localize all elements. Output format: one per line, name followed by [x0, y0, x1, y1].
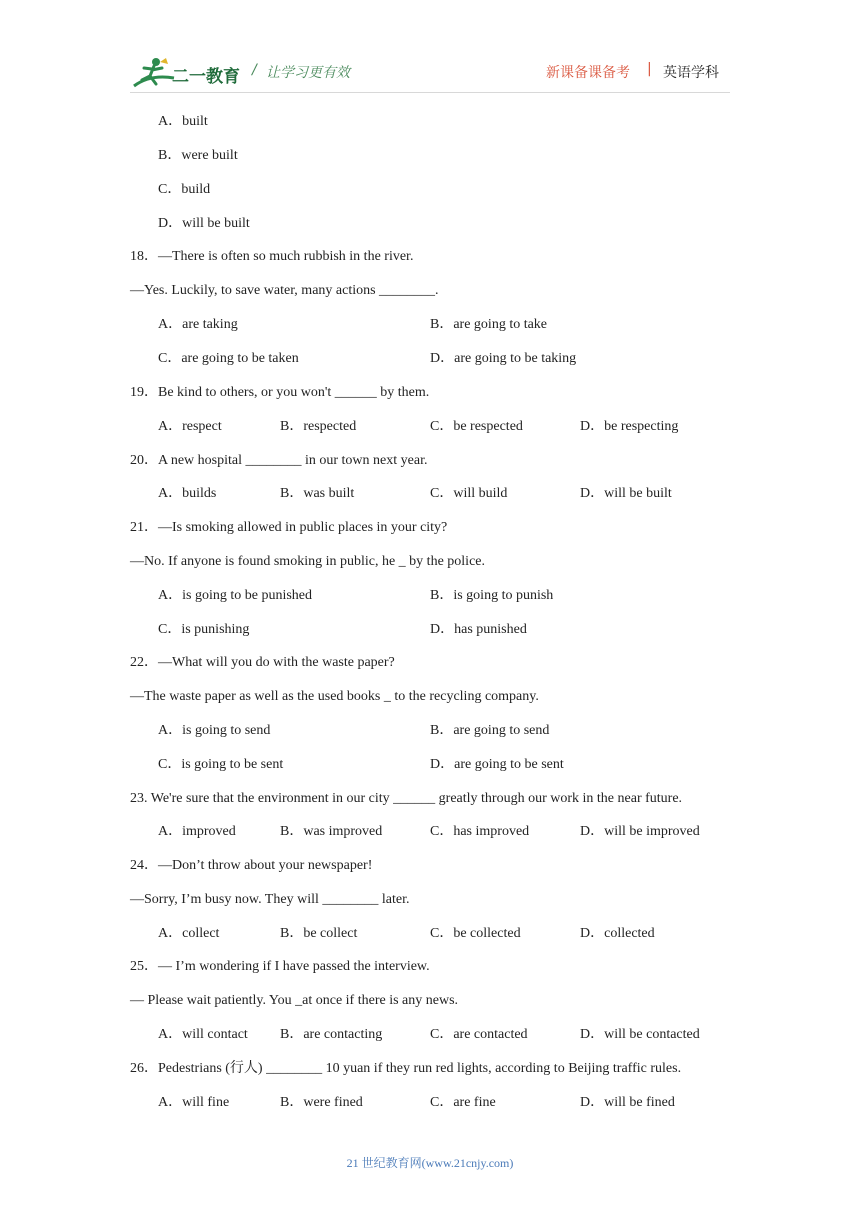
q17-option-a: A．built — [158, 114, 208, 129]
q25-stem: 25．— I’m wondering if I have passed the interview. — [130, 959, 430, 974]
q22-stem-reply: —The waste paper as well as the used books _ to the recycling company. — [130, 689, 539, 704]
q20-option-b: B．was built — [280, 486, 355, 501]
q26-option-b: B．were fined — [280, 1095, 363, 1110]
q17-option-c: C．build — [158, 182, 211, 197]
q23-option-c: C．has improved — [430, 824, 530, 839]
q23-stem: 23. We're sure that the environment in our city ______ greatly through our work in the near future. — [130, 791, 683, 806]
q24-option-a: A．collect — [158, 926, 220, 941]
header-subject: 英语学科 — [663, 65, 719, 81]
q24-stem: 24．—Don’t throw about your newspaper! — [130, 858, 373, 873]
header-course-label: 新课备课备考 — [546, 65, 630, 81]
q25-option-c: C．are contacted — [430, 1027, 528, 1042]
q19-option-a: A．respect — [158, 419, 222, 434]
q24-option-c: C．be collected — [430, 926, 521, 941]
q19-option-d: D．be respecting — [580, 419, 679, 434]
q25-stem-reply: — Please wait patiently. You _at once if there is any news. — [130, 993, 459, 1008]
q19-option-c: C．be respected — [430, 419, 523, 434]
q23-option-b: B．was improved — [280, 824, 383, 839]
q17-option-b: B．were built — [158, 148, 238, 163]
q18-option-a: A．are taking — [158, 317, 238, 332]
q21-option-c: C．is punishing — [158, 622, 250, 637]
q18-option-d: D．are going to be taking — [430, 351, 577, 366]
q22-option-b: B．are going to send — [430, 723, 550, 738]
q20-option-a: A．builds — [158, 486, 217, 501]
page-header — [0, 0, 860, 100]
q24-option-d: D．collected — [580, 926, 655, 941]
q22-stem: 22．—What will you do with the waste paper? — [130, 655, 395, 670]
q26-option-a: A．will fine — [158, 1095, 230, 1110]
q20-option-c: C．will build — [430, 486, 508, 501]
q24-stem-reply: —Sorry, I’m busy now. They will ________ later. — [130, 892, 410, 907]
q20-option-d: D．will be built — [580, 486, 672, 501]
q26-option-c: C．are fine — [430, 1095, 496, 1110]
q18-stem: 18．—There is often so much rubbish in the river. — [130, 249, 414, 264]
q17-option-d: D．will be built — [158, 216, 250, 231]
q21-stem-reply: —No. If anyone is found smoking in public, he _ by the police. — [130, 554, 485, 569]
slogan-separator: / — [252, 62, 257, 78]
q18-option-b: B．are going to take — [430, 317, 548, 332]
q21-stem: 21．—Is smoking allowed in public places in your city? — [130, 520, 448, 535]
q26-option-d: D．will be fined — [580, 1095, 675, 1110]
q26-stem: 26．Pedestrians (行人) ________ 10 yuan if they run red lights, according to Beijing traffic rules. — [130, 1061, 682, 1076]
q21-option-a: A．is going to be punished — [158, 588, 312, 603]
q23-option-a: A．improved — [158, 824, 236, 839]
q18-option-c: C．are going to be taken — [158, 351, 299, 366]
q19-stem: 19．Be kind to others, or you won't ______ by them. — [130, 385, 430, 400]
header-divider — [130, 92, 730, 93]
page-footer: 21 世纪教育网(www.21cnjy.com) — [346, 1156, 514, 1170]
q25-option-b: B．are contacting — [280, 1027, 383, 1042]
q21-option-b: B．is going to punish — [430, 588, 554, 603]
q19-option-b: B．respected — [280, 419, 357, 434]
header-separator: | — [647, 61, 652, 77]
q25-option-d: D．will be contacted — [580, 1027, 700, 1042]
q25-option-a: A．will contact — [158, 1027, 248, 1042]
q21-option-d: D．has punished — [430, 622, 527, 637]
slogan: 让学习更有效 — [266, 65, 350, 81]
q18-stem-reply: —Yes. Luckily, to save water, many actions ________. — [130, 283, 439, 298]
q20-stem: 20．A new hospital ________ in our town next year. — [130, 453, 428, 468]
q23-option-d: D．will be improved — [580, 824, 700, 839]
logo-text: 二一教育 — [172, 67, 240, 87]
q22-option-d: D．are going to be sent — [430, 757, 564, 772]
q22-option-c: C．is going to be sent — [158, 757, 284, 772]
q22-option-a: A．is going to send — [158, 723, 271, 738]
q24-option-b: B．be collect — [280, 926, 358, 941]
